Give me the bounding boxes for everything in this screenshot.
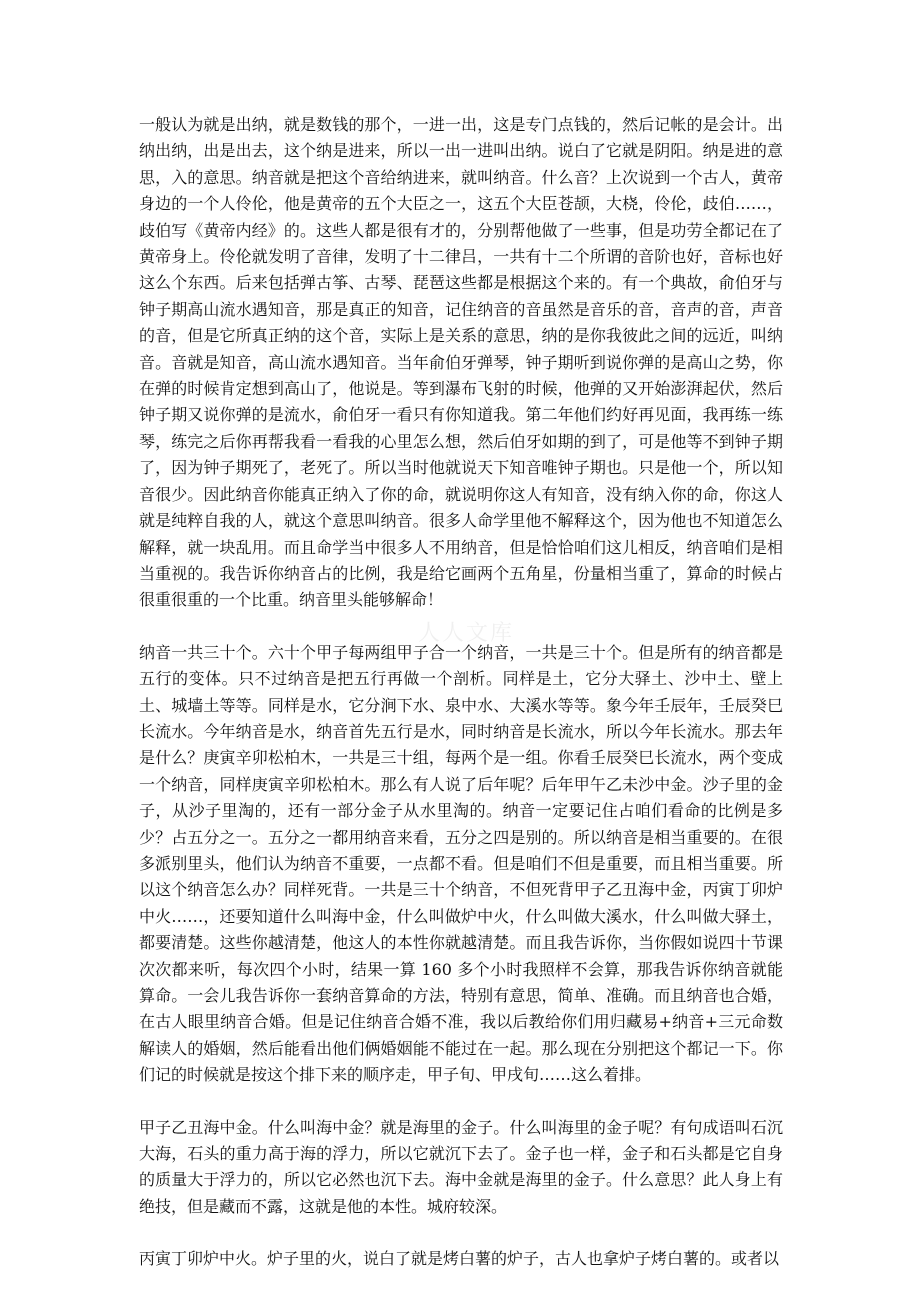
watermark: 人人文库 — [418, 621, 515, 646]
paragraph-3: 甲子乙丑海中金。什么叫海中金？就是海里的金子。什么叫海里的金子呢？有句成语叫石沉大海，石头的重力高于海的浮力，所以它就沉下去了。金子也一样，金子和石头都是它自身的质量大于浮力的，所以它必然也沉下去。海中金就是海里的金子。什么意思？此人身上有绝技，但是藏而不露，这就是他的本性。城府较深。 — [139, 1117, 783, 1216]
document-body — [139, 112, 783, 1299]
paragraph-4: 丙寅丁卯炉中火。炉子里的火，说白了就是烤白薯的炉子，古人也拿炉子烤白薯的。或者以 — [139, 1249, 780, 1269]
paragraph-2: 纳音一共三十个。六十个甲子每两组甲子合一个纳音，一共是三十个。但是所有的纳音都是五行的变体。只不过纳音是把五行再做一个剖析。同样是土，它分大驿土、沙中土、壁上土、城墙土等等。同样是水，它分涧下水、泉中水、大溪水等等。象今年壬辰年，壬辰癸巳长流水。今年纳音是水，纳音首先五行是水，同时纳音是长流水，所以今年长流水。那去年是什么？庚寅辛卯松柏木，一共是三十组，每两个是一组。你看壬辰癸巳长流水，两个变成一个纳音，同样庚寅辛卯松柏木。那么有人说了后年呢？后年甲午乙未沙中金。沙子里的金子，从沙子里淘的，还有一部分金子从水里淘的。纳音一定要记住占咱们看命的比例是多少？占五分之一。五分之一都用纳音来看，五分之四是别的。所以纳音是相当重要的。在很多派别里头，他们认为纳音不重要，一点都不看。但是咱们不但是重要，而且相当重要。所以这个纳音怎么办？同样死背。一共是三十个纳音，不但死背甲子乙丑海中金，丙寅丁卯炉中火……，还要知道什么叫海中金，什么叫做炉中火，什么叫做大溪水，什么叫做大驿土，都要清楚。这些你越清楚，他这人的本性你就越清楚。而且我告诉你，当你假如说四十节课次次都来听，每次四个小时，结果一算 160 多个小时我照样不会算，那我告诉你纳音就能算命。一会儿我告诉你一套纳音算命的方法，特别有意思，简单、准确。而且纳音也合婚，在古人眼里纳音合婚。但是记住纳音合婚不准，我以后教给你们用归藏易+纳音+三元命数解读人的婚姻，然后能看出他们俩婚姻能不能过在一起。那么现在分别把这个都记一下。你们记的时候就是按这个排下来的顺序走，甲子旬、甲戌旬……这么着排。 — [139, 642, 783, 1085]
paragraph-1: 一般认为就是出纳，就是数钱的那个，一进一出，这是专门点钱的，然后记帐的是会计。出纳出纳，出是出去，这个纳是进来，所以一出一进叫出纳。说白了它就是阴阳。纳是进的意思，入的意思。纳音就是把这个音给纳进来，就叫纳音。什么音？上次说到一个古人，黄帝身边的一个人伶伦，他是黄帝的五个大臣之一，这五个大臣苍颉，大桡，伶伦，歧伯……，歧伯写《黄帝内经》的。这些人都是很有才的，分别帮他做了一些事，但是功劳全都记在了黄帝身上。伶伦就发明了音律，发明了十二律吕，一共有十二个所谓的音阶也好，音标也好这么个东西。后来包括弹古筝、古琴、琵琶这些都是根据这个来的。有一个典故，俞伯牙与钟子期高山流水遇知音，那是真正的知音，记住纳音的音虽然是音乐的音，音声的音，声音的音，但是它所真正纳的这个音，实际上是关系的意思，纳的是你我彼此之间的远近，叫纳音。音就是知音，高山流水遇知音。当年俞伯牙弹琴，钟子期听到说你弹的是高山之势，你在弹的时候肯定想到高山了，他说是。等到瀑布飞射的时候，他弹的又开始澎湃起伏，然后钟子期又说你弹的是流水，俞伯牙一看只有你知道我。第二年他们约好再见面，我再练一练琴，练完之后你再帮我看一看我的心里怎么想，然后伯牙如期的到了，可是他等不到钟子期了，因为钟子期死了，老死了。所以当时他就说天下知音唯钟子期也。只是他一个，所以知音很少。因此纳音你能真正纳入了你的命，就说明你这人有知音，没有纳入你的命，你这人就是纯粹自我的人，就这个意思叫纳音。很多人命学里他不解释这个，因为他也不知道怎么解释，就一块乱用。而且命学当中很多人不用纳音，但是恰恰咱们这儿相反，纳音咱们是相当重视的。我告诉你纳音占的比例，我是给它画两个五角星，份量相当重了，算命的时候占很重很重的一个比重。纳音里头能够解命！ — [139, 115, 783, 610]
